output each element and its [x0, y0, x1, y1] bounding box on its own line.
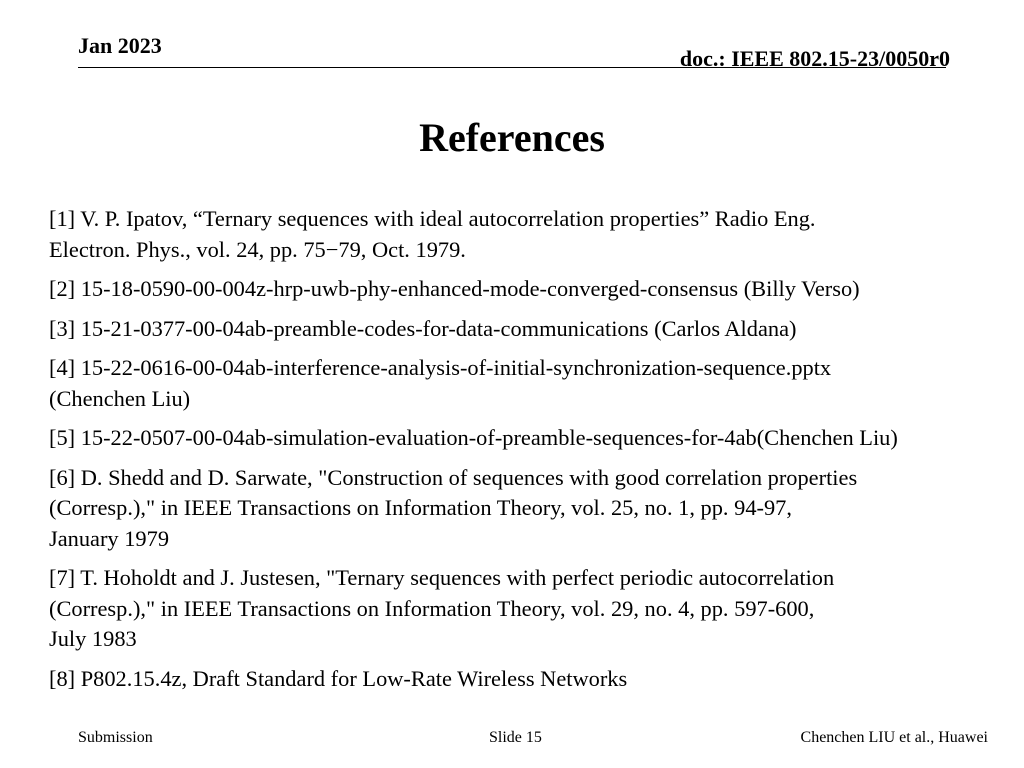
reference-line: [7] T. Hoholdt and J. Justesen, "Ternary sequences with perfect periodic autocorrelation [49, 565, 835, 590]
reference-line: (Corresp.)," in IEEE Transactions on Information Theory, vol. 29, no. 4, pp. 597-600, [49, 595, 815, 621]
reference-item [49, 353, 1024, 414]
header-divider [78, 67, 946, 68]
reference-line: Electron. Phys., vol. 24, pp. 75−79, Oct. 1979. [49, 236, 466, 262]
header-doc-id: doc.: IEEE 802.15-23/0050r0 [679, 46, 950, 71]
reference-line: (Corresp.)," in IEEE Transactions on Information Theory, vol. 25, no. 1, pp. 94-97, [49, 495, 792, 520]
reference-item [49, 463, 1024, 555]
reference-line: [6] D. Shedd and D. Sarwate, "Construction of sequences with good correlation properties [49, 464, 858, 490]
reference-line: [3] 15-21-0377-00-04ab-preamble-codes-for-data-communications (Carlos Aldana) [49, 315, 797, 341]
reference-line: (Chenchen Liu) [49, 385, 191, 411]
reference-item [49, 423, 1024, 454]
reference-line: [4] 15-22-0616-00-04ab-interference-analysis-of-initial-synchronization-sequence.pptx [49, 355, 832, 380]
reference-line: January 1979 [49, 525, 170, 551]
footer-submission: Submission [78, 729, 153, 746]
reference-line: [5] 15-22-0507-00-04ab-simulation-evaluation-of-preamble-sequences-for-4ab(Chenchen Liu) [49, 425, 898, 450]
reference-item [49, 314, 1024, 345]
reference-line: [2] 15-18-0590-00-004z-hrp-uwb-phy-enhanced-mode-converged-consensus (Billy Verso) [49, 276, 860, 301]
footer-slide-number: Slide 15 [489, 729, 542, 746]
reference-item [49, 563, 1024, 655]
header-date: Jan 2023 [78, 33, 162, 58]
reference-item [49, 664, 1024, 695]
reference-line: [1] V. P. Ipatov, “Ternary sequences with ideal autocorrelation properties” Radio Eng. [49, 206, 816, 231]
reference-item [49, 204, 1024, 265]
reference-item [49, 274, 1024, 305]
reference-list [49, 204, 1024, 703]
footer-author: Chenchen LIU et al., Huawei [800, 729, 988, 746]
reference-line: July 1983 [49, 626, 137, 651]
reference-line: [8] P802.15.4z, Draft Standard for Low-Rate Wireless Networks [49, 665, 628, 691]
slide-title: References [419, 115, 605, 160]
